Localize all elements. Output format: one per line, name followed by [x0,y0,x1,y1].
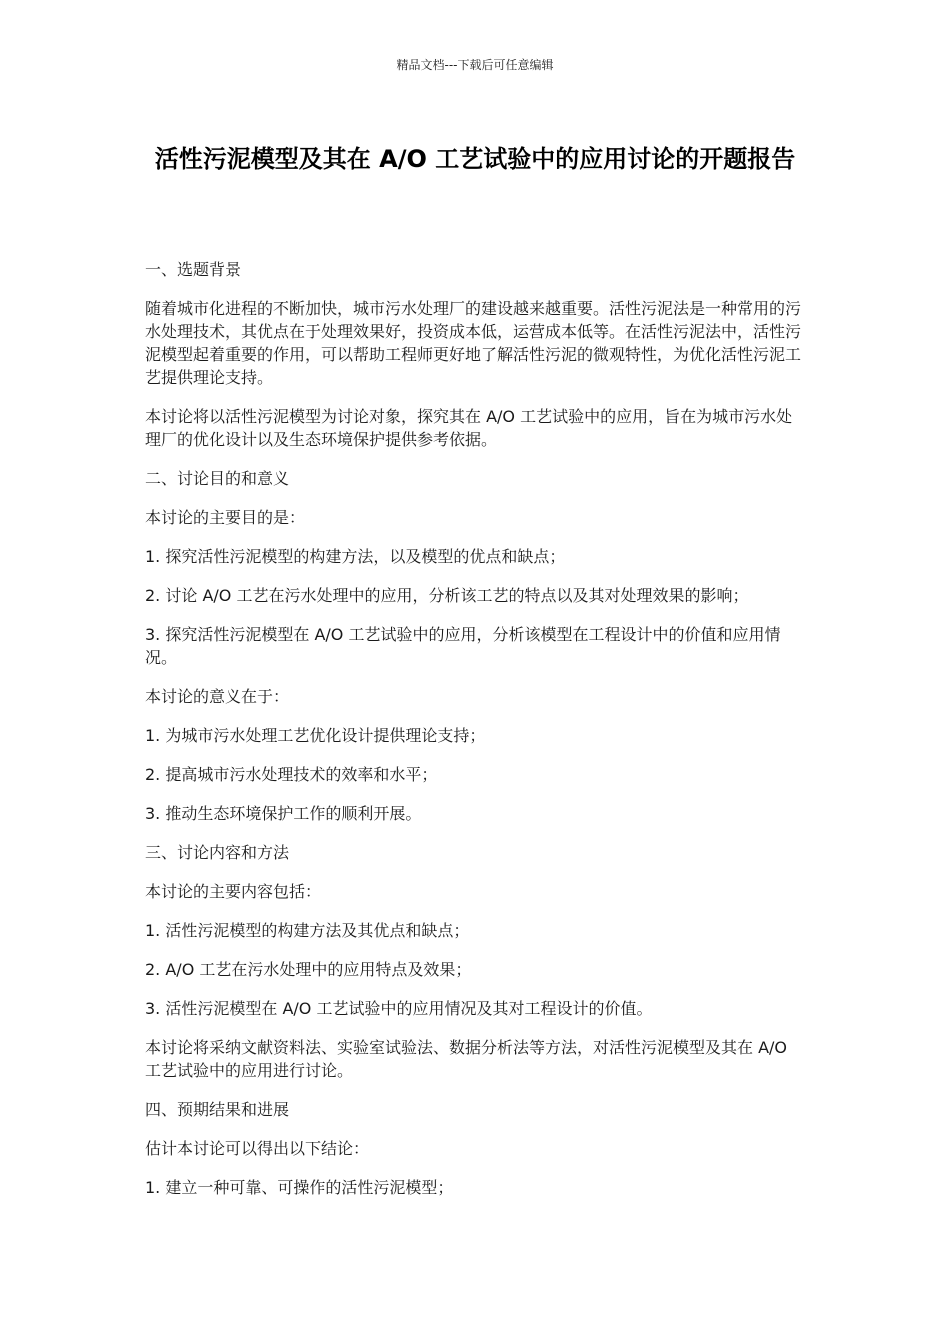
content-item-3: 3. 活性污泥模型在 A/O 工艺试验中的应用情况及其对工程设计的价值。 [145,999,653,1018]
significance-item-3: 3. 推动生态环境保护工作的顺利开展。 [145,804,422,823]
expected-intro: 估计本讨论可以得出以下结论： [145,1139,370,1158]
significance-item-1: 1. 为城市污水处理工艺优化设计提供理论支持； [145,726,486,745]
document-body [145,258,807,1215]
purpose-item-3: 3. 探究活性污泥模型在 A/O 工艺试验中的应用，分析该模型在工程设计中的价值和应用情况。 [145,625,781,667]
purpose-intro: 本讨论的主要目的是： [145,508,306,527]
significance-item-2: 2. 提高城市污水处理技术的效率和水平； [145,765,438,784]
section-heading-purpose: 二、讨论目的和意义 [145,469,290,488]
purpose-item-1: 1. 探究活性污泥模型的构建方法，以及模型的优点和缺点； [145,547,566,566]
purpose-item-2: 2. 讨论 A/O 工艺在污水处理中的应用，分析该工艺的特点以及其对处理效果的影响； [145,586,749,605]
section-heading-content: 三、讨论内容和方法 [145,843,290,862]
content-intro: 本讨论的主要内容包括： [145,882,322,901]
expected-item-1: 1. 建立一种可靠、可操作的活性污泥模型； [145,1178,454,1197]
section-heading-background: 一、选题背景 [145,260,242,279]
significance-intro: 本讨论的意义在于： [145,687,290,706]
content-item-1: 1. 活性污泥模型的构建方法及其优点和缺点； [145,921,470,940]
page-header: 精品文档---下载后可任意编辑 [396,58,554,72]
background-paragraph-1: 随着城市化进程的不断加快，城市污水处理厂的建设越来越重要。活性污泥法是一种常用的污水处理技术，其优点在于处理效果好，投资成本低，运营成本低等。在活性污泥法中，活性污泥模型起着重要的作用，可以帮助工程师更好地了解活性污泥的微观特性，为优化活性污泥工艺提供理论支持。 [145,299,802,387]
document-title: 活性污泥模型及其在 A/O 工艺试验中的应用讨论的开题报告 [154,145,796,173]
section-heading-expected: 四、预期结果和进展 [145,1100,290,1119]
method-paragraph: 本讨论将采纳文献资料法、实验室试验法、数据分析法等方法，对活性污泥模型及其在 A/O 工艺试验中的应用进行讨论。 [145,1038,788,1080]
background-paragraph-2: 本讨论将以活性污泥模型为讨论对象，探究其在 A/O 工艺试验中的应用，旨在为城市污水处理厂的优化设计以及生态环境保护提供参考依据。 [145,407,793,449]
content-item-2: 2. A/O 工艺在污水处理中的应用特点及效果； [145,960,472,979]
